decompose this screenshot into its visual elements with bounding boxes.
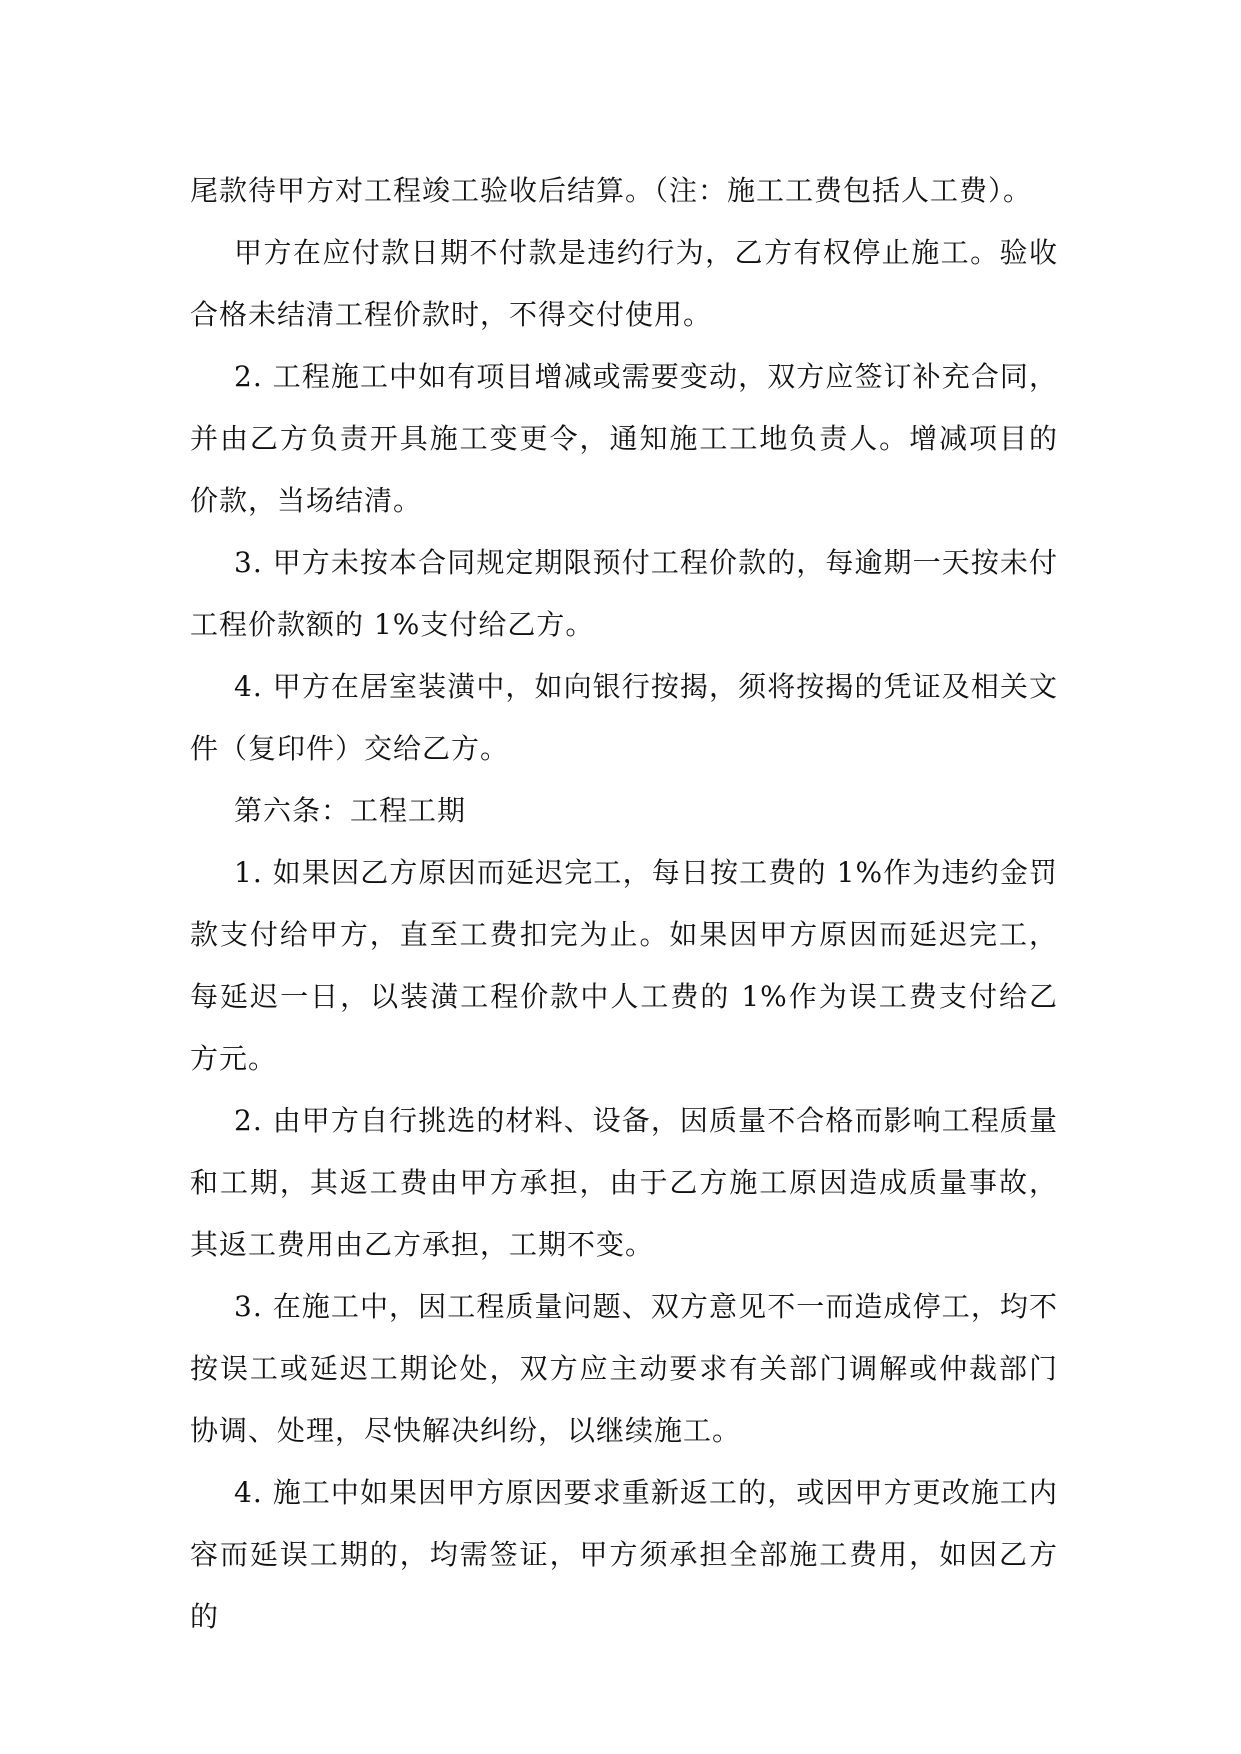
paragraph-article-6-clause-2: 2. 由甲方自行挑选的材料、设备，因质量不合格而影响工程质量和工期，其返工费由甲方承担，由于乙方施工原因造成质量事故，其返工费用由乙方承担，工期不变。 bbox=[190, 1104, 1058, 1261]
paragraph-article-6-clause-1: 1. 如果因乙方原因而延迟完工，每日按工费的 1%作为违约金罚款支付给甲方，直至工费扣完为止。如果因甲方原因而延迟完工，每延迟一日，以装潢工程价款中人工费的 1%作为误工费支付给乙方元。 bbox=[190, 856, 1058, 1075]
paragraph-final-payment: 尾款待甲方对工程竣工验收后结算。（注：施工工费包括人工费）。 bbox=[190, 174, 1033, 207]
paragraph-payment-default: 甲方在应付款日期不付款是违约行为，乙方有权停止施工。验收合格未结清工程价款时，不得交付使用。 bbox=[190, 236, 1058, 331]
paragraph-clause-3-late-payment: 3. 甲方未按本合同规定期限预付工程价款的，每逾期一天按未付工程价款额的 1%支付给乙方。 bbox=[190, 546, 1058, 641]
paragraph-article-6-clause-4: 4. 施工中如果因甲方原因要求重新返工的，或因甲方更改施工内容而延误工期的，均需签证，甲方须承担全部施工费用，如因乙方的 bbox=[190, 1476, 1058, 1633]
paragraph-clause-2-changes: 2. 工程施工中如有项目增减或需要变动，双方应签订补充合同，并由乙方负责开具施工变更令，通知施工工地负责人。增减项目的价款，当场结清。 bbox=[190, 360, 1058, 517]
document-body bbox=[190, 160, 1058, 1648]
paragraph-clause-4-mortgage: 4. 甲方在居室装潢中，如向银行按揭，须将按揭的凭证及相关文件（复印件）交给乙方。 bbox=[190, 670, 1058, 765]
section-heading-article-6: 第六条：工程工期 bbox=[234, 794, 467, 827]
paragraph-article-6-clause-3: 3. 在施工中，因工程质量问题、双方意见不一而造成停工，均不按误工或延迟工期论处，双方应主动要求有关部门调解或仲裁部门协调、处理，尽快解决纠纷，以继续施工。 bbox=[190, 1290, 1058, 1447]
